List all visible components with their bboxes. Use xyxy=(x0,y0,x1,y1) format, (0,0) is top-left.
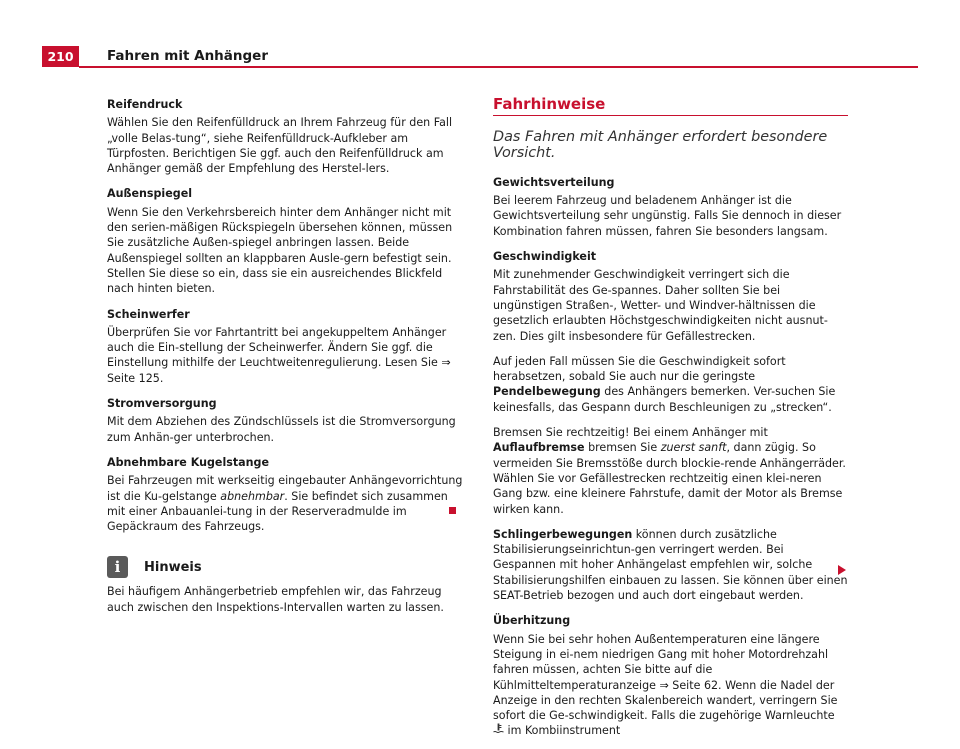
kugelstange-heading: Abnehmbare Kugelstange xyxy=(107,455,270,469)
bremsen-text xyxy=(493,425,848,517)
info-icon: i xyxy=(107,556,128,578)
pendelbewegung-text xyxy=(493,354,848,415)
scheinwerfer-text: Überprüfen Sie vor Fahrtantritt bei angekuppeltem Anhänger auch die Ein-stellung der Scheinwerfer. Ändern Sie ggf. die Einstellung mithilfe der Leuchtweitenregulierung. Lesen Sie ⇒ Seite 125. xyxy=(107,325,451,385)
section-title: Fahrhinweise xyxy=(493,97,848,116)
gewichtsverteilung-heading: Gewichtsverteilung xyxy=(493,175,615,189)
continue-arrow-icon xyxy=(838,565,846,575)
text-part: können durch zusätzliche Stabilisierungseinrichtun-gen verringert werden. Bei Gespannen mit hoher Anhängelast empfehlen wir, solche Stabilisierungshilfen einbauen zu lassen. Sie können über einen SEAT-Betrieb bezogen und auch dort eingebaut werden. xyxy=(493,527,848,603)
section-subtitle: Das Fahren mit Anhänger erfordert besondere Vorsicht. xyxy=(493,129,828,161)
aussenspiegel-text: Wenn Sie den Verkehrsbereich hinter dem Anhänger nicht mit den serien-mäßigen Rückspiegeln übersehen können, müssen Sie zusätzliche Außen-spiegel anbringen lassen. Beide Außenspiegel sollten an klappbaren Ausle-gern befestigt sein. Stellen Sie diese so ein, dass sie ein ausreichendes Blickfeld nach hinten bieten. xyxy=(107,205,453,296)
kugelstange-emphasis: abnehmbar xyxy=(220,489,285,503)
aussenspiegel-heading: Außenspiegel xyxy=(107,187,193,201)
text-part: , dann zügig. So vermeiden Sie Bremsstöße durch blockie-rende Anhängerräder. Wählen Sie vor Gefällestrecken rechtzeitig einen klei-neren Gang bzw. eine kleinere Fahrstufe, damit der Motor als Bremse wirken kann. xyxy=(493,441,846,516)
geschwindigkeit-heading: Geschwindigkeit xyxy=(493,250,597,264)
schlingerbewegungen-term: Schlingerbewegungen xyxy=(493,527,633,541)
hinweis-title: Hinweis xyxy=(144,559,202,575)
stromversorgung-text: Mit dem Abziehen des Zündschlüssels ist die Stromversorgung zum Anhän-ger unterbrochen. xyxy=(107,415,456,444)
right-column xyxy=(493,97,848,749)
section-end-marker xyxy=(449,507,456,514)
page-title: Fahren mit Anhänger xyxy=(107,48,268,64)
reifendruck-text: Wählen Sie den Reifenfülldruck an Ihrem Fahrzeug für den Fall „volle Belas-tung“, siehe Reifenfülldruck-Aufkleber am Türpfosten. Berichtigen Sie ggf. auch den Reifenfülldruck am Anhänger gemäß der Empfehlung des Herstel-lers. xyxy=(107,116,453,176)
hinweis-header xyxy=(107,556,463,578)
page-number: 210 xyxy=(42,46,79,67)
text-part: Auf jeden Fall müssen Sie die Geschwindigkeit sofort herabsetzen, sobald Sie auch nur die geringste xyxy=(493,354,786,384)
zuerst-sanft-emphasis: zuerst sanft xyxy=(660,441,727,455)
stromversorgung-heading: Stromversorgung xyxy=(107,397,217,411)
kugelstange-text-part: Bei Fahrzeugen mit werkseitig eingebauter Anhängevorrichtung ist die Ku-gelstange xyxy=(107,474,463,503)
text-part: des Anhängers bemerken. Ver-suchen Sie keinesfalls, das Gespann durch Beschleunigen zu „strecken“. xyxy=(493,385,836,414)
scheinwerfer-heading: Scheinwerfer xyxy=(107,307,190,321)
auflaufbremse-term: Auflaufbremse xyxy=(493,441,585,455)
text-part: Bremsen Sie rechtzeitig! Bei einem Anhänger mit xyxy=(493,426,768,440)
coolant-warning-icon xyxy=(493,723,504,738)
text-part: im Kombiinstrument xyxy=(504,724,621,738)
header-divider xyxy=(79,66,918,68)
geschwindigkeit-text: Mit zunehmender Geschwindigkeit verringert sich die Fahrstabilität des Ge-spannes. Daher sollten Sie bei ungünstigen Straßen-, Wetter- und Windver-hältnissen die gesetzlich erlaubten Höchstgeschwindigkeiten nicht ausnut-zen. Dies gilt insbesondere für Gefällestrecken. xyxy=(493,268,828,343)
text-part: Wenn Sie bei sehr hohen Außentemperaturen eine längere Steigung in ei-nem niedrigen Gang mit hoher Motordrehzahl fahren müssen, achten Sie bitte auf die Kühlmitteltemperaturanzeige ⇒ Seite 62. Wenn die Nadel der Anzeige in den rechten Skalenbereich wandert, verringern Sie sofort die Ge-schwindigkeit. Falls die zugehörige Warnleuchte xyxy=(493,632,838,723)
schlinger-text xyxy=(493,527,848,603)
gewichtsverteilung-text: Bei leerem Fahrzeug und beladenem Anhänger ist die Gewichtsverteilung sehr ungünstig. Falls Sie dennoch in dieser Kombination fahren müssen, fahren Sie besonders langsam. xyxy=(493,194,842,238)
hinweis-text: Bei häufigem Anhängerbetrieb empfehlen wir, das Fahrzeug auch zwischen den Inspektions-Intervallen warten zu lassen. xyxy=(107,585,444,614)
reifendruck-heading: Reifendruck xyxy=(107,98,183,111)
kugelstange-text xyxy=(107,473,463,534)
page-header xyxy=(0,0,960,70)
ueberhitzung-heading: Überhitzung xyxy=(493,614,571,628)
kugelstange-text-part: . Sie befindet sich zusammen mit einer Anbauanlei-tung in der Reserveradmulde im Gepäckraum des Fahrzeugs. xyxy=(107,489,448,534)
pendelbewegung-term: Pendelbewegung xyxy=(493,385,601,399)
text-part: bremsen Sie xyxy=(584,441,661,455)
ueberhitzung-text xyxy=(493,632,848,739)
left-column xyxy=(107,97,463,625)
